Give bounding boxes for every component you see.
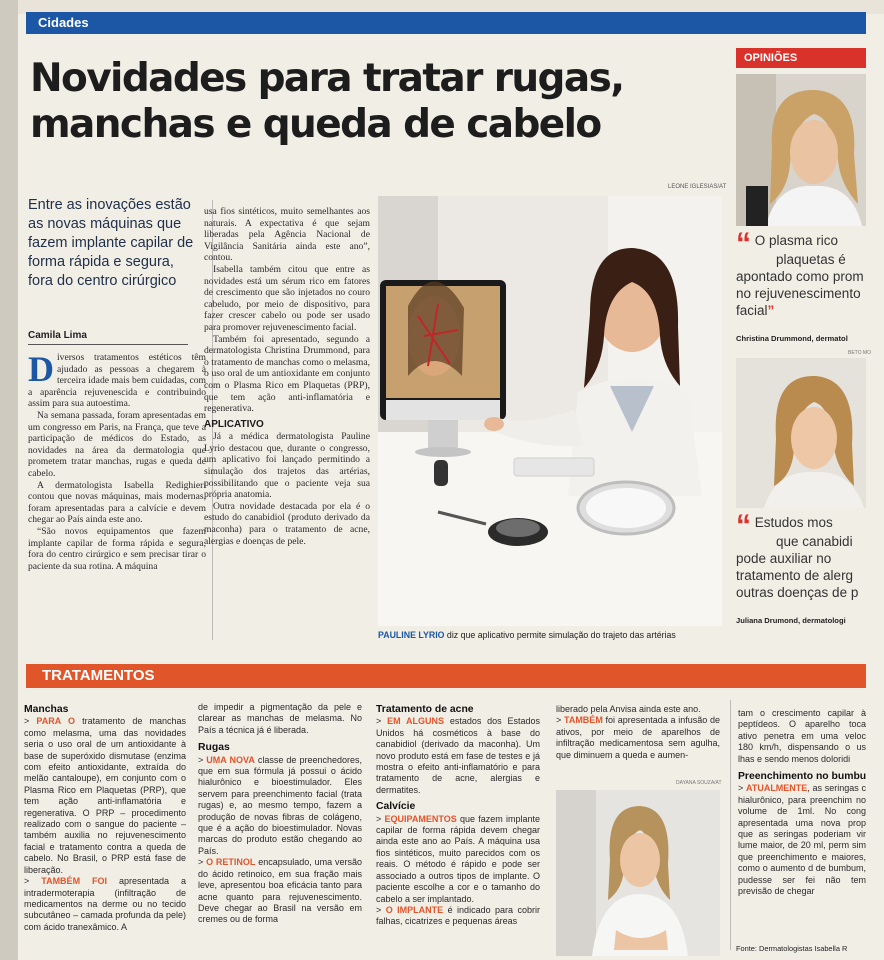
quote-line: apontado como prom xyxy=(736,269,864,284)
quote-line: pode auxiliar no xyxy=(736,551,832,566)
topic-calvicie: Calvície xyxy=(376,801,416,813)
deck-subtitle: Entre as inovações estão as novas máquinas que fazem implante capilar de forma rápida e segura, fora do centro cirúrgico xyxy=(28,197,194,289)
lead-in: EQUIPAMENTOS xyxy=(384,813,457,824)
body-paragraph: iversos tratamentos estéticos têm ajudado as pessoas a chegarem à terceira idade mais bem cuidadas, com a aparência rejuvenescida e contribuindo assim para sua autoestima. xyxy=(28,352,206,410)
tratamentos-column-1: Manchas > PARA O tratamento de manchas como melasma, uma das novidades seria o uso oral de um antioxidante à base de superóxido dismutase (enzima com efeito antioxidante, extraída do melão cantaloupe), em conjunto com o Plasma Rico em Plaquetas (PRP), que tem ação anti-inflamatória e regenerativa. O PRP – procedimento realizado com o sangue do paciente – também auxilia no rejuvenescimento facial e tratamento contra a queda de cabelo. No Brasil, o PRP está fase de liberação. > TAMBÉM FOI apresentada a intradermoterapia (infiltração de medicamentos na derme ou no tecido subcutâneo – camada profunda da pele) com ácido tranexâmico. A xyxy=(24,704,187,932)
tratamentos-header-label: TRATAMENTOS xyxy=(42,667,155,684)
lead-in: EM ALGUNS xyxy=(387,716,445,727)
lead-in: PARA O xyxy=(36,716,76,727)
quote-line: O plasma rico xyxy=(754,233,839,248)
opinions-header-label: OPINIÕES xyxy=(744,52,798,64)
quote-line: no rejuvenescimento xyxy=(736,286,861,301)
opinion-quote-2 xyxy=(736,514,866,601)
lead-in: TAMBÉM xyxy=(563,715,603,726)
tratamentos-column-3: Tratamento de acne > EM ALGUNS estados dos Estados Unidos há cosméticos à base do canabidiol (derivado da maconha). Um novo produto está em fase de testes e já mostra o efeito anti-inflamatório e para tratamento de acne, alergias e dermatites. Calvície > EQUIPAMENTOS que fazem implante capilar de forma rápida devem chegar ainda este ano ao País. A máquina usa fios sintéticos, muito parecidos com os reais. O método é rápido e pode ser associado a outros tipos de implante. O paciente escolhe a cor e o tamanho do cabelo a ser implantado. > O IMPLANTE é indicado para cobrir falhas, cicatrizes e pequenas áreas xyxy=(376,704,540,927)
quote-line: outras doenças de p xyxy=(736,585,859,600)
topic-preenchimento: Preenchimento no bumbu xyxy=(738,771,866,783)
section-bar xyxy=(26,12,866,34)
topic-text: de impedir a pigmentação da pele e clarear as manchas de melasma. No País a técnica já é liberada. xyxy=(198,702,362,735)
topic-manchas: Manchas xyxy=(24,704,69,715)
quote-line: Estudos mos xyxy=(754,515,833,530)
opinion-quote-1 xyxy=(736,232,866,319)
tratamentos-photo-credit: DAYANA SOUZA/AT xyxy=(676,780,722,786)
quote-line: facial xyxy=(736,303,768,318)
lead-in: ATUALMENTE xyxy=(745,783,808,794)
quote-open-icon: “ xyxy=(736,232,751,260)
subhead-aplicativo: APLICATIVO xyxy=(204,418,264,430)
topic-text: classe de preenchedores, que em sua fórmula já possui o ácido hialurônico e bioestimulador. Eles servem para preenchimento facial (trata rugas) e, ao mesmo tempo, fazem a produção de novas fibras de colágeno, que é a ação do bioestimulador. Novas marcas do produto estão chegando ao País. xyxy=(198,754,362,856)
topic-text: encapsulado, uma versão do ácido retinoico, em sua fração mais leve, apresentou boa eficácia tanto para acne quanto para rejuvenescimento. Deve chegar ao Brasil na versão em cremes ou de forma xyxy=(198,857,362,925)
topic-text: , as seringas c hialurônico, para preenchim no volume de 1ml. No cong apresentada uma nova prop que as seringas poderiam vir lume maior, de 20 ml, perm sim que preenchimento e maiores, como o aumento d de bumbum, pudesse ser fei não tem previsão de chegar xyxy=(738,783,866,897)
caption-name: PAULINE LYRIO xyxy=(378,630,445,640)
body-paragraph: “São novos equipamentos que fazem implante capilar de forma rápida e segura, fora do centro cirúrgico e sem precisar tirar o paciente da sua rotina. A máquina xyxy=(28,525,206,572)
topic-text: é indicado para cobrir falhas, cicatrizes e pequenas áreas xyxy=(376,904,540,927)
section-label: Cidades xyxy=(38,15,89,30)
drop-cap: D xyxy=(28,349,54,389)
topic-acne: Tratamento de acne xyxy=(376,704,474,715)
opinion-photo-1 xyxy=(736,74,866,226)
topic-text: liberado pela Anvisa ainda este ano. xyxy=(556,704,701,714)
topic-text: que fazem implante capilar de forma rápida devem chegar ainda este ano ao País. A máquina usa fios sintéticos, muito parecidos com os reais. O método é rápido e pode ser associado a outros tipos de implante. O paciente escolhe a cor e o tamanho do cabelo a ser implantado. xyxy=(376,813,540,904)
dermatologist-at-desk-illustration xyxy=(378,196,722,626)
photo-credit: LEONE IGLESIAS/AT xyxy=(668,184,727,190)
quote-open-icon: “ xyxy=(736,514,751,542)
juliana-portrait-illustration xyxy=(736,358,866,508)
tratamentos-header xyxy=(26,664,866,688)
body-column-1 xyxy=(28,349,206,572)
body-column-2 xyxy=(204,206,370,547)
body-paragraph: Na semana passada, foram apresentadas em um congresso em Paris, na França, que teve a participação de médicos do Estado, as novidades na área da dermatologia que prometem tratar manchas, rugas e queda de cabelo. xyxy=(28,409,206,479)
lead-in: O IMPLANTE xyxy=(385,904,444,915)
topic-rugas: Rugas xyxy=(198,742,230,754)
body-paragraph: usa fios sintéticos, muito semelhantes aos naturais. A expectativa é que sejam liberadas pela Agência Nacional de Vigilância Sanitária ainda este ano”, contou. xyxy=(204,206,370,264)
byline: Camila Lima xyxy=(28,330,87,341)
isabella-portrait-illustration xyxy=(556,790,720,956)
headline-line-1: Novidades para tratar rugas, xyxy=(30,56,624,101)
topic-text: apresentada a intradermoterapia (infiltração de medicamentos na derme ou no tecido subcutâneo – camada profunda da pele) com ácido tranexâmico. A xyxy=(24,876,187,932)
byline-rule xyxy=(28,344,188,345)
quote-line: que canabidi xyxy=(776,534,853,549)
lead-in: O RETINOL xyxy=(206,857,256,868)
body-paragraph: A dermatologista Isabella Redighieri contou que novas máquinas, mais modernas, foram apresentadas para a calvície e devem chegar ao País ainda este ano. xyxy=(28,479,206,526)
tratamentos-column-4: liberado pela Anvisa ainda este ano. > TAMBÉM foi apresentada a infusão de ativos, por meio de aparelhos de infiltração medicamentosa sem agulha, que diminuem a queda e aumen- xyxy=(556,704,720,760)
christina-portrait-illustration xyxy=(736,74,866,226)
tratamentos-source: Fonte: Dermatologistas Isabella R xyxy=(736,944,848,953)
body-paragraph: Isabella também citou que entre as novidades está um sérum rico em fatores de crescimento que são injetados no couro cabeludo, por meio de dispositivo, para fazer crescer cabelo ou pode ser usado para promover rejuvenescimento facial. xyxy=(204,263,370,333)
topic-text: foi apresentada a infusão de ativos, por meio de aparelhos de infiltração medicamentosa sem agulha, que diminuem a queda e aumen- xyxy=(556,715,720,760)
tratamentos-photo xyxy=(556,790,720,956)
opinion-photo-credit-2: BETO MO xyxy=(848,350,871,356)
opinion-photo-2 xyxy=(736,358,866,508)
topic-text: tam o crescimento capilar à peptídeos. O aparelho toca ativo penetra em uma veloc 180 km/h, dispensando o us lhas e sendo menos doloridi xyxy=(738,708,866,764)
body-paragraph: Já a médica dermatologista Pauline Lyrio destacou que, durante o congresso, um aplicativo foi lançado permitindo a simulação dos trajetos das artérias, possibilitando que o paciente veja sua própria anatomia. xyxy=(204,431,370,501)
quote-line: tratamento de alerg xyxy=(736,568,854,583)
photo-caption xyxy=(378,630,724,640)
tratamentos-column-2: de impedir a pigmentação da pele e clarear as manchas de melasma. No País a técnica já é liberada. Rugas > UMA NOVA classe de preenchedores, que em sua fórmula já possui o ácido hialurônico e bioestimulador. Eles servem para preenchimento facial (trata rugas) e, ao mesmo tempo, fazem a produção de novas fibras de colágeno, que é a ação do bioestimulador. Novas marcas do produto estão chegando ao País. > O RETINOL encapsulado, uma versão do ácido retinoico, em sua fração mais leve, apresentou boa eficácia tanto para acne quanto para rejuvenescimento. Deve chegar ao Brasil na versão em cremes ou de forma xyxy=(198,702,362,925)
tratamentos-column-5: tam o crescimento capilar à peptídeos. O aparelho toca ativo penetra em uma veloc 180 km/h, dispensando o us lhas e sendo menos doloridi Preenchimento no bumbu > ATUALMENTE, as seringas c hialurônico, para preenchim no volume de 1ml. No cong apresentada uma nova prop que as seringas poderiam vir lume maior, de 20 ml, perm sim que preenchimento e maiores, como o aumento d de bumbum, pudesse ser fei não tem previsão de chegar xyxy=(738,708,866,897)
opinions-header xyxy=(736,48,866,68)
headline xyxy=(30,56,730,148)
lead-in: UMA NOVA xyxy=(206,754,255,765)
lead-in: TAMBÉM FOI xyxy=(41,876,108,887)
quote-close-icon: ” xyxy=(767,303,775,318)
body-paragraph: Outra novidade destacada por ela é o estudo do canabidiol (produto derivado da maconha) para o tratamento de acne, alergias e doenças de pele. xyxy=(204,500,370,547)
body-paragraph: Também foi apresentado, segundo a dermatologista Christina Drummond, para o tratamento de manchas como o melasma, o uso oral de um antioxidante em conjunto com o Plasma Rico em Plaquetas (PRP), que tem ação anti-inflamatória e regenerativa. xyxy=(204,333,370,415)
caption-text: diz que aplicativo permite simulação do trajeto das artérias xyxy=(444,630,676,640)
column-divider xyxy=(730,700,731,950)
headline-line-2: manchas e queda de cabelo xyxy=(30,102,601,147)
opinion-author-2: Juliana Drumond, dermatologi xyxy=(736,616,846,625)
opinion-author-1: Christina Drummond, dermatol xyxy=(736,334,848,343)
main-photo xyxy=(378,196,722,626)
topic-text: tratamento de manchas como melasma, uma das novidades seria o uso oral de um antioxidante à base de superóxido dismutase (enzima com efeito antioxidante, extraída do melão cantaloupe), em conjunto com o Plasma Rico em Plaquetas (PRP), que tem ação anti-inflamatória e regenerativa. O PRP – procedimento realizado com o sangue do paciente – também auxilia no rejuvenescimento facial e tratamento contra a queda de cabelo. No Brasil, o PRP está fase de liberação. xyxy=(24,716,186,875)
quote-line: plaquetas é xyxy=(776,252,846,267)
topic-text: estados dos Estados Unidos há cosméticos à base do canabidiol (derivado da maconha). Um novo produto está em fase de testes e já mostra o efeito anti-inflamatório e para tratamento de acne, alergias e dermatites. xyxy=(376,716,540,795)
